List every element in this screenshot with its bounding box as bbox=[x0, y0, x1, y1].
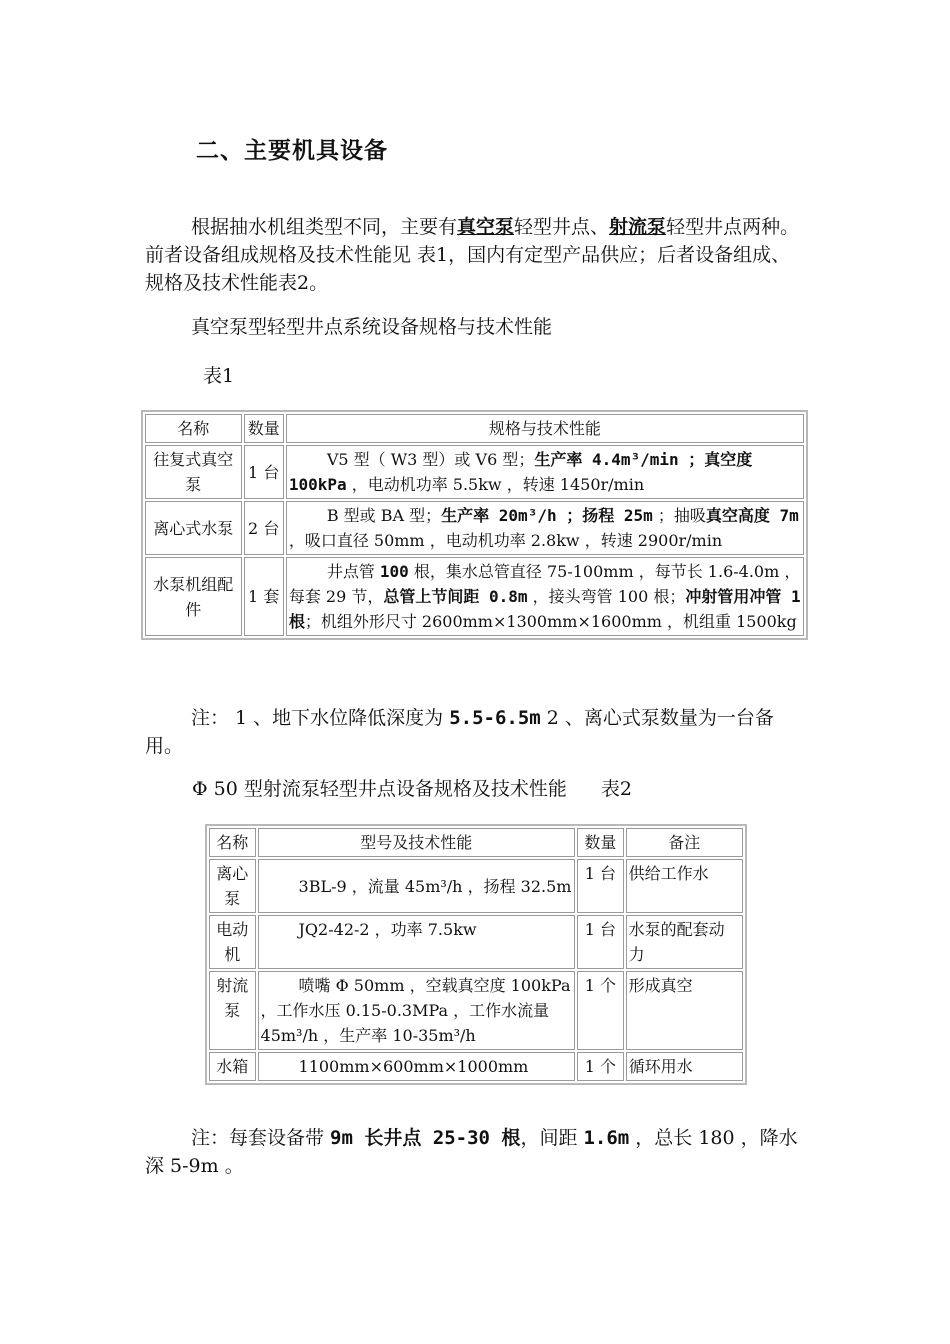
spec-text: 井点管 bbox=[326, 562, 380, 581]
equipment-qty: 1 个 bbox=[577, 971, 624, 1050]
table2-title-line bbox=[192, 775, 632, 803]
equipment-qty: 1 套 bbox=[244, 557, 284, 636]
spec-bold: 总管上节间距 0.8m bbox=[383, 587, 528, 606]
spec-bold: 真空高度 7m bbox=[705, 506, 799, 525]
spec-text: B 型或 BA 型； bbox=[326, 506, 442, 525]
table-row bbox=[209, 971, 743, 1050]
table-header-cell: 数量 bbox=[577, 828, 624, 857]
equipment-spec bbox=[286, 501, 804, 555]
table-row bbox=[145, 445, 804, 499]
equipment-spec bbox=[286, 557, 804, 636]
table-header-cell: 规格与技术性能 bbox=[286, 414, 804, 443]
equipment-remark: 循环用水 bbox=[626, 1052, 743, 1081]
equipment-remark: 供给工作水 bbox=[626, 859, 743, 913]
table-header-cell: 数量 bbox=[244, 414, 284, 443]
table-row bbox=[209, 1052, 743, 1081]
spec-text: ；机组外形尺寸 2600mm×1300mm×1600mm ，机组重 1500kg bbox=[304, 612, 797, 631]
table-header-row bbox=[145, 414, 804, 443]
intro-text-1: 根据抽水机组类型不同，主要有 bbox=[191, 216, 458, 238]
intro-paragraph bbox=[145, 213, 805, 297]
equipment-qty: 1 个 bbox=[577, 1052, 624, 1081]
spec-bold: 生产率 4.4m³/min ；真空度 100kPa bbox=[288, 450, 753, 494]
intro-text-3: 轻型井点两种。前者设备组成规格及技术性能见 表1，国内有定型产品供应；后者设备组成、规格及技术性能表2。 bbox=[145, 216, 800, 294]
jet-pump-link[interactable]: 射流泵 bbox=[609, 216, 667, 238]
table1-note bbox=[145, 704, 805, 760]
note-text: 注：每套设备带 bbox=[191, 1127, 331, 1149]
equipment-name: 电动机 bbox=[209, 915, 256, 969]
spec-text: 根，集水总管直径 75-100mm ，每节长 1.6-4.0m ，每套 29 节， bbox=[288, 562, 801, 606]
spec-text: ，吸口直径 50mm ，电动机功率 2.8kw ，转速 2900r/min bbox=[288, 531, 723, 550]
table-header-cell: 型号及技术性能 bbox=[258, 828, 576, 857]
table2-note bbox=[145, 1124, 810, 1180]
table-row bbox=[209, 915, 743, 969]
equipment-spec: 喷嘴 Φ 50mm ，空载真空度 100kPa ，工作水压 0.15-0.3MPa ，工作水流量 45m³/h ，生产率 10-35m³/h bbox=[258, 971, 576, 1050]
note-text: 注： 1 、地下水位降低深度为 bbox=[191, 707, 450, 729]
table-header-cell: 名称 bbox=[145, 414, 242, 443]
note-text: ，间距 bbox=[520, 1127, 584, 1149]
table2-title: Φ 50 型射流泵轻型井点设备规格及技术性能 bbox=[192, 778, 567, 800]
table1-title: 真空泵型轻型井点系统设备规格与技术性能 bbox=[191, 316, 553, 338]
equipment-qty: 1 台 bbox=[577, 859, 624, 913]
table2 bbox=[205, 824, 747, 1085]
spec-bold: 生产率 20m³/h ；扬程 25m bbox=[441, 506, 653, 525]
note-bold: 5.5-6.5m bbox=[449, 707, 541, 729]
equipment-qty: 1 台 bbox=[577, 915, 624, 969]
equipment-name: 往复式真空泵 bbox=[145, 445, 242, 499]
table-header-row bbox=[209, 828, 743, 857]
section-heading: 二、主要机具设备 bbox=[196, 138, 388, 164]
table1-label: 表1 bbox=[203, 365, 235, 387]
spec-text: ；抽吸 bbox=[652, 506, 706, 525]
equipment-qty: 1 台 bbox=[244, 445, 284, 499]
equipment-name: 水箱 bbox=[209, 1052, 256, 1081]
vacuum-pump-link[interactable]: 真空泵 bbox=[457, 216, 515, 238]
note-bold: 1.6m bbox=[583, 1127, 630, 1149]
equipment-name: 射流泵 bbox=[209, 971, 256, 1050]
equipment-spec bbox=[286, 445, 804, 499]
spec-text: ，接头弯管 100 根； bbox=[527, 587, 686, 606]
table-header-cell: 名称 bbox=[209, 828, 256, 857]
equipment-name: 水泵机组配件 bbox=[145, 557, 242, 636]
equipment-remark: 水泵的配套动力 bbox=[626, 915, 743, 969]
table-row bbox=[145, 557, 804, 636]
note-bold: 9m 长井点 25-30 根 bbox=[330, 1127, 521, 1149]
note-text: 2 、离心式泵数量为一台备用。 bbox=[145, 707, 774, 757]
equipment-name: 离心式水泵 bbox=[145, 501, 242, 555]
spec-bold: 100 bbox=[379, 562, 409, 581]
equipment-spec: 3BL-9 ，流量 45m³/h ，扬程 32.5m bbox=[258, 859, 576, 913]
equipment-qty: 2 台 bbox=[244, 501, 284, 555]
table1 bbox=[141, 410, 808, 640]
equipment-remark: 形成真空 bbox=[626, 971, 743, 1050]
table-row bbox=[209, 859, 743, 913]
note-text: ，总长 180 ，降水深 5-9m 。 bbox=[145, 1127, 798, 1177]
equipment-spec: 1100mm×600mm×1000mm bbox=[258, 1052, 576, 1081]
table-row bbox=[145, 501, 804, 555]
equipment-spec: JQ2-42-2 ，功率 7.5kw bbox=[258, 915, 576, 969]
table-header-cell: 备注 bbox=[626, 828, 743, 857]
table2-label: 表2 bbox=[600, 778, 632, 800]
spec-bold: 冲射管用冲管 1 根 bbox=[288, 587, 801, 631]
intro-text-2: 轻型井点、 bbox=[514, 216, 610, 238]
spec-text: ，电动机功率 5.5kw ，转速 1450r/min bbox=[346, 475, 645, 494]
spec-text: V5 型（ W3 型）或 V6 型； bbox=[326, 450, 535, 469]
equipment-name: 离心泵 bbox=[209, 859, 256, 913]
